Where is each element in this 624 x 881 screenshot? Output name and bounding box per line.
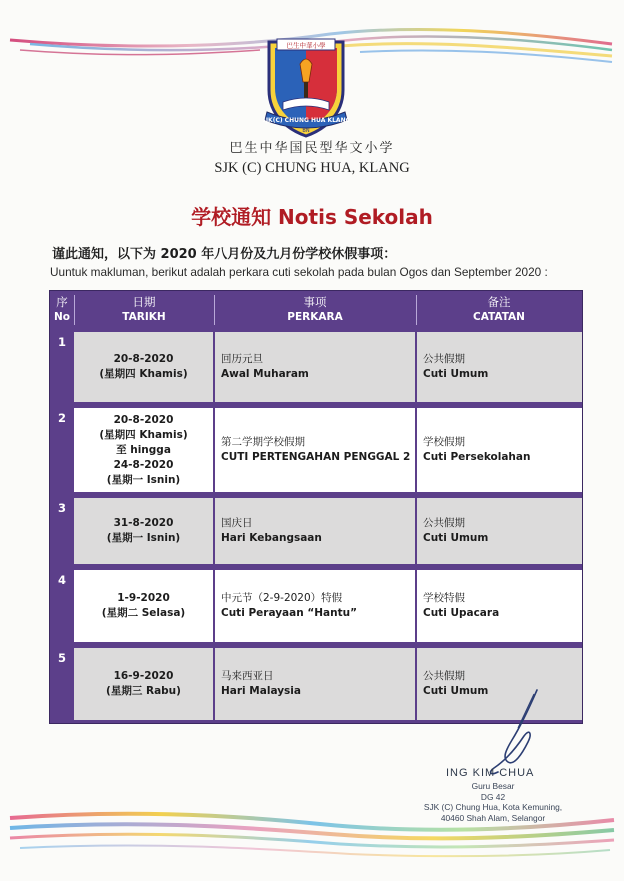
- date-line: (星期四 Khamis): [99, 428, 188, 441]
- school-name-english: SJK (C) CHUNG HUA, KLANG: [214, 160, 410, 176]
- note-ms: Cuti Umum: [423, 368, 489, 380]
- decorative-band-bottom: [0, 800, 624, 868]
- row-number: 2: [57, 411, 66, 425]
- header-note-cn: 备注: [487, 295, 511, 309]
- event-ms: Hari Malaysia: [221, 685, 301, 697]
- date-line: (星期一 Isnin): [106, 532, 181, 544]
- date-cell: [74, 498, 213, 564]
- event-ms: Cuti Perayaan “Hantu”: [221, 607, 358, 619]
- note-cell: [417, 570, 582, 642]
- header-event-cn: 事项: [303, 295, 327, 309]
- notice-title: 学校通知 Notis Sekolah: [191, 205, 433, 229]
- date-line: 31-8-2020: [113, 517, 174, 529]
- header-date-ms: TARIKH: [122, 311, 166, 323]
- note-cell: [417, 408, 582, 492]
- note-cell: [417, 498, 582, 564]
- note-ms: Cuti Umum: [423, 532, 489, 544]
- headmaster-signature: [482, 688, 552, 778]
- svg-text:BN: BN: [302, 128, 310, 134]
- date-cell: [74, 332, 213, 402]
- stamp-code: DG 42: [480, 791, 506, 802]
- header-no: [50, 291, 74, 329]
- note-ms: Cuti Umum: [423, 685, 489, 697]
- date-line: 20-8-2020: [113, 413, 174, 426]
- table-row: [50, 405, 582, 495]
- note-cn: 公共假期: [423, 670, 465, 682]
- table-row: [50, 567, 582, 645]
- holiday-table: [49, 290, 583, 724]
- header-note-ms: CATATAN: [473, 311, 525, 323]
- intro-text-malay: Uuntuk makluman, berikut adalah perkara cuti sekolah pada bulan Ogos dan September 2020 :: [50, 265, 548, 279]
- date-line: 20-8-2020: [113, 353, 174, 365]
- row-number: 1: [57, 335, 66, 349]
- note-cn: 公共假期: [423, 353, 465, 365]
- date-line: (星期四 Khamis): [99, 368, 188, 380]
- svg-text:巴生中華小學: 巴生中華小學: [286, 41, 326, 50]
- date-line: 1-9-2020: [117, 592, 170, 604]
- svg-text:SJK(C) CHUNG HUA KLANG: SJK(C) CHUNG HUA KLANG: [263, 117, 349, 124]
- header-note: [416, 291, 582, 329]
- header-event: [214, 291, 416, 329]
- event-ms: CUTI PERTENGAHAN PENGGAL 2: [221, 451, 411, 463]
- note-cn: 学校特假: [423, 592, 465, 604]
- date-cell: [74, 408, 213, 492]
- date-line: (星期一 Isnin): [106, 473, 181, 486]
- header-no-ms: No: [53, 311, 70, 323]
- date-line: 16-9-2020: [113, 670, 174, 682]
- event-cell: [215, 648, 415, 720]
- date-cell: [74, 648, 213, 720]
- event-cn: 国庆日: [221, 517, 253, 529]
- event-cn: 第二学期学校假期: [221, 436, 305, 448]
- note-cell: [417, 332, 582, 402]
- event-cn: 回历元旦: [221, 353, 263, 365]
- row-number: 5: [57, 651, 66, 665]
- school-name-chinese: 巴生中华国民型华文小学: [229, 141, 395, 156]
- header-event-ms: PERKARA: [287, 311, 343, 323]
- intro-text-chinese: 谨此通知，以下为 2020 年八月份及九月份学校休假事项：: [52, 247, 397, 262]
- note-ms: Cuti Upacara: [423, 607, 500, 619]
- date-line: (星期三 Rabu): [106, 685, 181, 697]
- event-cell: [215, 408, 415, 492]
- stamp-address-line: 40460 Shah Alam, Selangor: [440, 812, 546, 823]
- event-ms: Hari Kebangsaan: [221, 532, 322, 544]
- date-line: 24-8-2020: [113, 458, 174, 471]
- event-cn: 马来西亚日: [221, 670, 274, 682]
- date-line: 至 hingga: [116, 443, 171, 456]
- note-cn: 学校假期: [423, 436, 465, 448]
- header-date-cn: 日期: [132, 295, 156, 309]
- event-cell: [215, 332, 415, 402]
- row-number: 3: [57, 501, 66, 515]
- table-row: [50, 329, 582, 405]
- note-ms: Cuti Persekolahan: [423, 451, 531, 463]
- header-date: [74, 291, 214, 329]
- event-ms: Awal Muharam: [221, 368, 309, 380]
- school-crest-logo: [263, 36, 349, 140]
- date-cell: [74, 570, 213, 642]
- note-cn: 公共假期: [423, 517, 465, 529]
- event-cell: [215, 570, 415, 642]
- header-no-cn: 序: [56, 295, 68, 309]
- row-number: 4: [57, 573, 66, 587]
- event-cell: [215, 498, 415, 564]
- headmaster-name: ING KIM CHUA: [446, 767, 535, 779]
- event-cn: 中元节（2-9-2020）特假: [221, 592, 343, 604]
- date-line: (星期二 Selasa): [101, 607, 186, 619]
- stamp-title: Guru Besar: [471, 781, 515, 791]
- table-row: [50, 495, 582, 567]
- stamp-address-line: SJK (C) Chung Hua, Kota Kemuning,: [423, 802, 563, 812]
